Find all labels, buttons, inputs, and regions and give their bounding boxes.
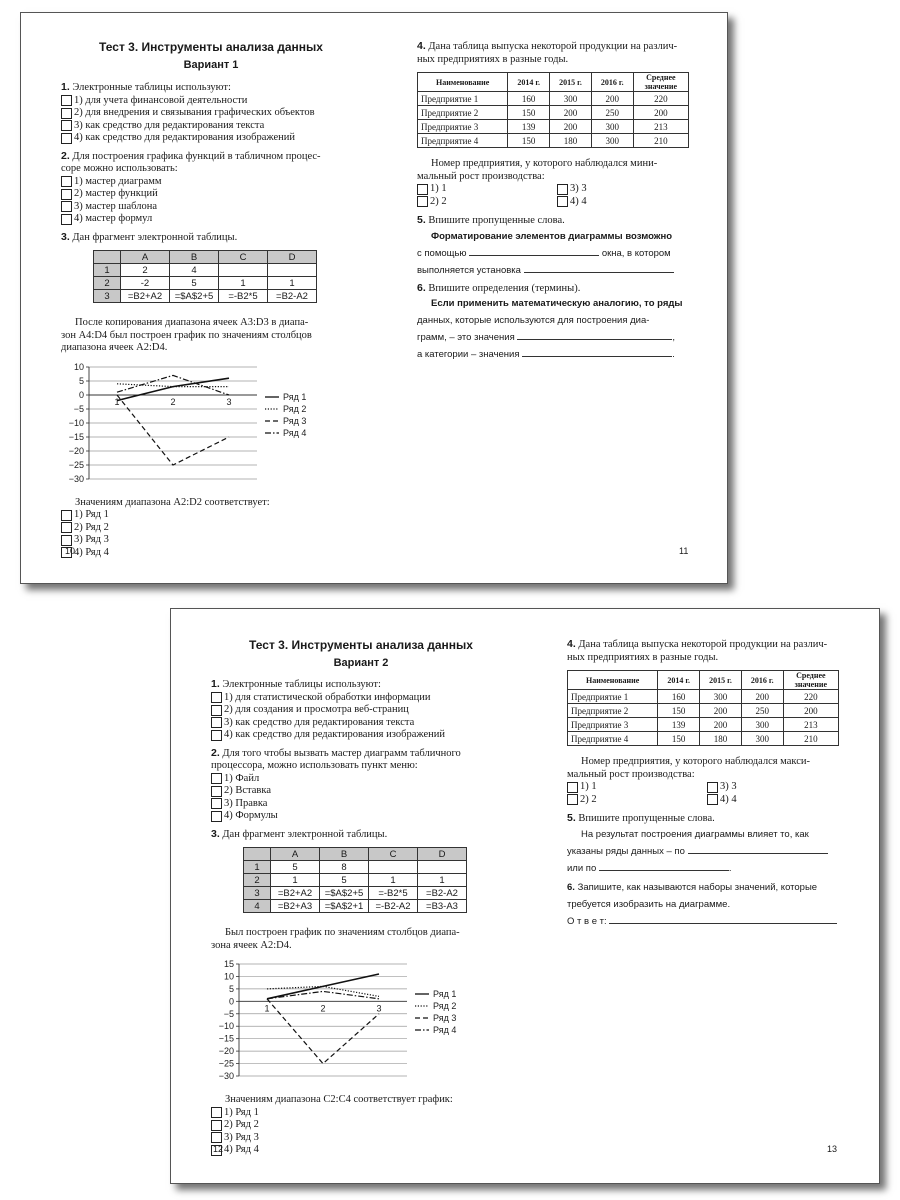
option[interactable]: 1) мастер диаграмм [61, 176, 361, 189]
option[interactable]: 1) 1 [417, 183, 557, 196]
page-number: 13 [827, 1144, 838, 1154]
answer-blank[interactable] [609, 914, 837, 924]
checkbox[interactable] [61, 214, 72, 225]
checkbox[interactable] [61, 535, 72, 546]
option[interactable]: 4) Формулы [211, 810, 511, 823]
y-tick-label: −20 [218, 1046, 234, 1057]
y-tick-label: 15 [223, 959, 234, 969]
checkbox[interactable] [211, 1132, 222, 1143]
table-row: Предприятие 3 139 200 300 213 [568, 718, 839, 732]
question-4: 4. Дана таблица выпуска некоторой продукции на различ- ных предприятиях в разные годы. [417, 40, 678, 65]
test-title: Тест 3. Инструменты анализа данных [249, 638, 473, 652]
y-tick-label: 5 [78, 375, 84, 386]
legend-label: Ряд 2 [283, 403, 307, 414]
checkbox[interactable] [211, 1107, 222, 1118]
checkbox[interactable] [707, 794, 718, 805]
y-tick-label: −10 [218, 1021, 234, 1032]
option[interactable]: 4) 4 [557, 196, 697, 209]
question-3: 3. Дан фрагмент электронной таблицы. [211, 827, 388, 840]
option[interactable]: 2) Ряд 2 [61, 522, 361, 535]
line-chart-variant-1 [61, 361, 351, 489]
question-5-line1: Форматирование элементов диаграммы возможно [431, 230, 673, 242]
legend-label: Ряд 1 [283, 391, 307, 402]
option[interactable]: 3) Правка [211, 798, 511, 811]
question-6: 6. Впишите определения (термины). [417, 281, 581, 294]
answer-blank[interactable] [517, 330, 672, 340]
y-tick-label: −20 [68, 445, 84, 456]
page-left-variant-1 [61, 13, 361, 583]
y-tick-label: −15 [68, 431, 84, 442]
y-tick-label: −25 [218, 1058, 234, 1069]
checkbox[interactable] [61, 120, 72, 131]
question-2: 2. Для того чтобы вызвать мастер диаграмм табличного процессора, можно использовать пункт меню: [211, 746, 461, 771]
y-tick-label: 0 [78, 389, 84, 400]
option[interactable]: 3) 3 [557, 183, 697, 196]
variant-title: Вариант 1 [183, 59, 239, 71]
y-tick-label: 10 [73, 361, 84, 372]
y-tick-label: −15 [218, 1033, 234, 1044]
option[interactable]: 2) Ряд 2 [211, 1119, 511, 1132]
table-row: Предприятие 2 150 200 250 200 [568, 704, 839, 718]
question-3-text: После копирования диапазона ячеек A3:D3 в диапа- зон A4:D4 был построен график по значениям столбцов диапазона ячеек A2:D4. [61, 317, 312, 353]
checkbox[interactable] [567, 782, 578, 793]
checkbox[interactable] [211, 717, 222, 728]
page-number: 12 [213, 1144, 224, 1154]
question-5-line2: с помощью окна, в котором [417, 247, 671, 259]
table-row: Предприятие 1 160 300 200 220 [568, 690, 839, 704]
checkbox[interactable] [567, 794, 578, 805]
y-tick-label: −5 [223, 1008, 234, 1019]
checkbox[interactable] [211, 705, 222, 716]
option[interactable]: 3) как средство для редактирования текста [61, 120, 361, 133]
option[interactable]: 2) для внедрения и связывания графических объектов [61, 107, 361, 120]
question-3-ask: Значениям диапазона C2:C4 соответствует график: [225, 1094, 453, 1105]
checkbox[interactable] [211, 773, 222, 784]
option[interactable]: 4) как средство для редактирования изображений [211, 729, 511, 742]
production-table: Наименование 2014 г. 2015 г. 2016 г. Среднее значение Предприятие 1 160 300 200 220 Предприятие 2 150 200 250 200 Предприятие 3 139 200 300 213 Предприятие 4 150 180 300 210 [567, 670, 839, 746]
question-6: 6. Запишите, как называются наборы значений, которые [567, 881, 818, 893]
x-tick-label: 1 [114, 396, 120, 407]
question-4-ask: Номер предприятия, у которого наблюдался макси- мальный рост производства: [567, 756, 811, 780]
y-tick-label: −25 [68, 459, 84, 470]
checkbox[interactable] [557, 184, 568, 195]
legend-label: Ряд 4 [283, 427, 307, 438]
x-tick-label: 2 [170, 396, 176, 407]
spreadsheet-fragment: A B C D 1 2 4 2 -2 5 1 1 3 =B2+A2 =$A$2+5 =-B2*5 =B2-A2 [93, 250, 317, 303]
checkbox[interactable] [707, 782, 718, 793]
option[interactable]: 4) Ряд 4 [61, 547, 361, 560]
option[interactable]: 2) 2 [567, 794, 707, 807]
y-tick-label: −5 [73, 403, 84, 414]
option[interactable]: 2) 2 [417, 196, 557, 209]
checkbox[interactable] [211, 811, 222, 822]
option[interactable]: 4) как средство для редактирования изображений [61, 132, 361, 145]
option[interactable]: 3) Ряд 3 [61, 534, 361, 547]
y-tick-label: −30 [68, 473, 84, 484]
legend-label: Ряд 1 [433, 989, 457, 999]
test-title: Тест 3. Инструменты анализа данных [99, 40, 323, 54]
option[interactable]: 1) Ряд 1 [211, 1107, 511, 1120]
checkbox[interactable] [61, 189, 72, 200]
legend-label: Ряд 2 [433, 1001, 457, 1011]
option[interactable]: 2) мастер функций [61, 188, 361, 201]
option[interactable]: 4) Ряд 4 [211, 1144, 511, 1157]
question-5-line3: выполняется установка [417, 262, 703, 279]
y-tick-label: 0 [228, 996, 234, 1007]
checkbox[interactable] [61, 510, 72, 521]
page-right-variant-2: 4. Дана таблица выпуска некоторой продукции на различ- ных предприятиях в разные годы. Наименование 2014 г. 2015 г. 2016 г. Среднее значение Предприятие 1 160 300 200 220 Предприятие 2 150 200 250 200 Предприятие 3 139 200 300 213 Предприятие 4 150 180 300 210 Номер предприятия, у которого наблюдался макси- мальный рост производства: 1) 1 2) 2 3) 3 4) 4 5. Впишите пропущенные слова. На результат построения диаграммы влияет то, как указаны ряды данных – по или по . 6. Запишите, как называются наборы значений, которые требуется изобразить на диаграмме. О т в е т: 13 [567, 609, 857, 1183]
checkbox[interactable] [61, 108, 72, 119]
page-left-variant-2 [211, 609, 511, 1183]
answer-blank[interactable] [599, 861, 729, 871]
answer-blank[interactable] [522, 347, 672, 357]
checkbox[interactable] [61, 133, 72, 144]
legend-label: Ряд 3 [283, 415, 307, 426]
table-row: Предприятие 2 150 200 250 200 [418, 106, 689, 120]
checkbox[interactable] [211, 798, 222, 809]
question-1: 1. Электронные таблицы используют: [211, 678, 381, 690]
option[interactable]: 1) 1 [567, 781, 707, 794]
checkbox[interactable] [61, 95, 72, 106]
series-line-2 [117, 383, 229, 386]
question-4: 4. Дана таблица выпуска некоторой продукции на различ- ных предприятиях в разные годы. [567, 638, 828, 663]
spread-variant-1 [20, 12, 728, 584]
spreadsheet-fragment: A B C D 1 5 8 2 1 5 1 1 3 =B2+A2 =$A$2+5 =-B2*5 =B2-A2 4 =B2+A3 =$A$2+1 =-B2-A2 =B3-A3 [243, 847, 467, 913]
production-table: Наименование 2014 г. 2015 г. 2016 г. Среднее значение Предприятие 1 160 300 200 220 Предприятие 2 150 200 250 200 Предприятие 3 139 200 300 213 Предприятие 4 150 180 300 210 [417, 72, 689, 148]
option[interactable]: 1) Ряд 1 [61, 509, 361, 522]
y-tick-label: 10 [223, 971, 234, 982]
y-tick-label: −10 [68, 417, 84, 428]
y-tick-label: 5 [228, 983, 234, 994]
x-tick-label: 3 [226, 396, 232, 407]
option[interactable]: 3) Ряд 3 [211, 1132, 511, 1145]
checkbox[interactable] [211, 692, 222, 703]
line-chart-variant-2 [211, 958, 501, 1086]
question-3-text: Был построен график по значениям столбцов диапа- зона ячеек A2:D4. [211, 927, 460, 951]
x-tick-label: 2 [320, 1003, 326, 1014]
page-number: 10 [65, 546, 76, 556]
checkbox[interactable] [61, 522, 72, 533]
option[interactable]: 1) Файл [211, 773, 511, 786]
option[interactable]: 4) мастер формул [61, 213, 361, 226]
variant-title: Вариант 2 [333, 657, 389, 669]
table-row: Предприятие 3 139 200 300 213 [418, 120, 689, 134]
checkbox[interactable] [211, 786, 222, 797]
legend-label: Ряд 3 [433, 1013, 457, 1023]
question-3: 3. Дан фрагмент электронной таблицы. [61, 230, 238, 243]
option[interactable]: 3) мастер шаблона [61, 201, 361, 214]
option[interactable]: 1) для учета финансовой деятельности [61, 95, 361, 108]
x-tick-label: 3 [376, 1003, 382, 1014]
spread-variant-2 [170, 608, 880, 1184]
option[interactable]: 1) для статистической обработки информации [211, 692, 511, 705]
table-row: Предприятие 1 160 300 200 220 [418, 92, 689, 106]
option[interactable]: 3) как средство для редактирования текста [211, 717, 511, 730]
question-5: 5. Впишите пропущенные слова. [567, 812, 715, 824]
answer-blank[interactable] [688, 844, 828, 854]
y-tick-label: −30 [218, 1071, 234, 1081]
question-3-ask: Значениям диапазона A2:D2 соответствует: [75, 496, 270, 508]
option[interactable]: 4) 4 [707, 794, 847, 807]
question-2: 2. Для построения графика функций в табличном процес- соре можно использовать: [61, 149, 321, 174]
checkbox[interactable] [417, 184, 428, 195]
option[interactable]: 2) для создания и просмотра веб-страниц [211, 704, 511, 717]
question-1: 1. Электронные таблицы используют: [61, 81, 231, 93]
table-row: Предприятие 4 150 180 300 210 [568, 732, 839, 746]
answer-blank[interactable] [524, 263, 674, 273]
legend-label: Ряд 4 [433, 1025, 457, 1035]
answer-blank[interactable] [469, 246, 599, 256]
checkbox[interactable] [211, 730, 222, 741]
checkbox[interactable] [557, 196, 568, 207]
page-number: 11 [679, 546, 689, 556]
checkbox[interactable] [61, 176, 72, 187]
question-4-ask: Номер предприятия, у которого наблюдался мини- мальный рост производства: [417, 158, 658, 182]
page-right-variant-1: 4. Дана таблица выпуска некоторой продукции на различ- ных предприятиях в разные годы. Наименование 2014 г. 2015 г. 2016 г. Среднее значение Предприятие 1 160 300 200 220 Предприятие 2 150 200 250 200 Предприятие 3 139 200 300 213 Предприятие 4 150 180 300 210 Номер предприятия, у которого наблюдался мини- мальный рост производства: 1) 1 2) 2 3) 3 4) 4 5. Впишите пропущенные слова. Форматирование элементов диаграммы возможно с помощью окна, в котором выполняется установка 6. Впишите определения (термины). Если применить математическую аналогию, то ряды данных, которые используются для построения диа- грамм, – это значения , а категории – значения . 11 [417, 13, 703, 583]
checkbox[interactable] [61, 201, 72, 212]
checkbox[interactable] [417, 196, 428, 207]
question-5: 5. Впишите пропущенные слова. [417, 214, 565, 226]
table-row: Предприятие 4 150 180 300 210 [418, 134, 689, 148]
checkbox[interactable] [211, 1120, 222, 1131]
option[interactable]: 3) 3 [707, 781, 847, 794]
option[interactable]: 2) Вставка [211, 785, 511, 798]
x-tick-label: 1 [264, 1003, 270, 1014]
